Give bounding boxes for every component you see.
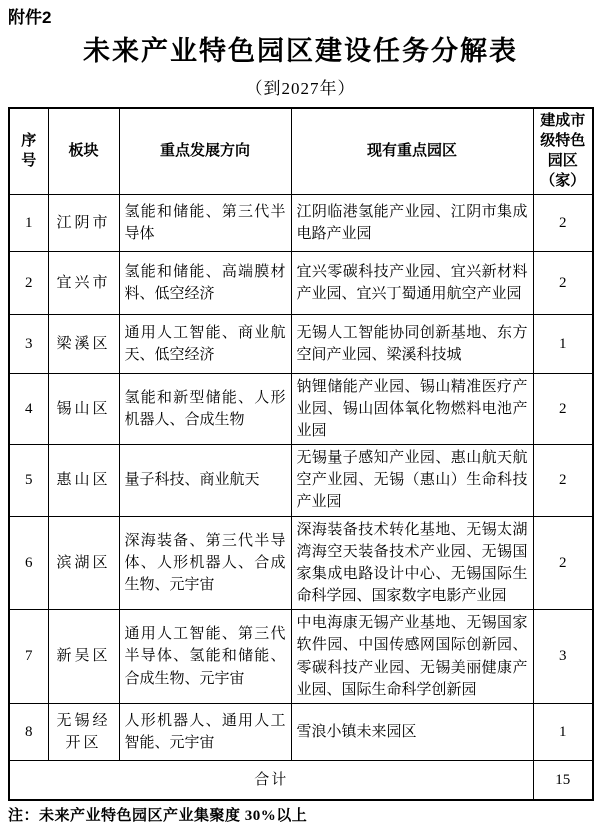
cell-directions: 量子科技、商业航天 (119, 444, 291, 516)
cell-count: 2 (533, 444, 593, 516)
footnote: 注：未来产业特色园区产业集聚度 30%以上 (8, 807, 308, 824)
cell-parks: 宜兴零碳科技产业园、宜兴新材料产业园、宜兴丁蜀通用航空产业园 (291, 251, 533, 314)
attachment-label: 附件2 (8, 8, 52, 27)
cell-parks: 中电海康无锡产业基地、无锡国家软件园、中国传感网国际创新园、零碳科技产业园、无锡美丽健康产业园、国际生命科学创新园 (291, 610, 533, 704)
header-parks: 现有重点园区 (291, 108, 533, 195)
cell-directions: 人形机器人、通用人工智能、元宇宙 (119, 704, 291, 761)
cell-parks: 无锡量子感知产业园、惠山航天航空产业园、无锡（惠山）生命科技产业园 (291, 444, 533, 516)
cell-district: 无锡经开区 (48, 704, 119, 761)
cell-no: 8 (9, 704, 48, 761)
table-body (9, 194, 593, 760)
cell-directions: 通用人工智能、第三代半导体、氢能和储能、合成生物、元宇宙 (119, 610, 291, 704)
cell-parks: 深海装备技术转化基地、无锡太湖湾海空天装备技术产业园、无锡国家集成电路设计中心、无锡国际生命科学园、国家数字电影产业园 (291, 516, 533, 609)
cell-directions: 氢能和储能、第三代半导体 (119, 194, 291, 251)
header-no: 序号 (9, 108, 48, 195)
page-subtitle: （到2027年） (245, 78, 356, 98)
table-row (9, 516, 593, 609)
cell-no: 6 (9, 516, 48, 609)
cell-count: 2 (533, 251, 593, 314)
cell-no: 7 (9, 610, 48, 704)
cell-district: 滨湖区 (48, 516, 119, 609)
cell-district: 江阴市 (48, 194, 119, 251)
table-row (9, 444, 593, 516)
cell-directions: 氢能和新型储能、人形机器人、合成生物 (119, 373, 291, 444)
cell-directions: 氢能和储能、高端膜材料、低空经济 (119, 251, 291, 314)
cell-district: 宜兴市 (48, 251, 119, 314)
cell-directions: 通用人工智能、商业航天、低空经济 (119, 314, 291, 373)
table-row (9, 314, 593, 373)
cell-district: 梁溪区 (48, 314, 119, 373)
page-title: 未来产业特色园区建设任务分解表 (83, 35, 518, 66)
cell-district: 惠山区 (48, 444, 119, 516)
cell-district: 锡山区 (48, 373, 119, 444)
cell-no: 4 (9, 373, 48, 444)
total-label: 合计 (9, 761, 533, 800)
cell-no: 3 (9, 314, 48, 373)
table-row (9, 194, 593, 251)
cell-parks: 无锡人工智能协同创新基地、东方空间产业园、梁溪科技城 (291, 314, 533, 373)
total-value: 15 (533, 761, 593, 800)
table-header-row (9, 108, 593, 195)
cell-count: 2 (533, 516, 593, 609)
table-row (9, 704, 593, 761)
table-row (9, 373, 593, 444)
cell-count: 2 (533, 373, 593, 444)
header-district: 板块 (48, 108, 119, 195)
cell-parks: 钠锂储能产业园、锡山精准医疗产业园、锡山固体氧化物燃料电池产业园 (291, 373, 533, 444)
cell-count: 1 (533, 314, 593, 373)
cell-district: 新吴区 (48, 610, 119, 704)
cell-parks: 雪浪小镇未来园区 (291, 704, 533, 761)
cell-count: 2 (533, 194, 593, 251)
table-total-row (9, 761, 593, 800)
header-directions: 重点发展方向 (119, 108, 291, 195)
table-row (9, 251, 593, 314)
header-count: 建成市级特色园区（家） (533, 108, 593, 195)
task-table (8, 107, 594, 801)
cell-directions: 深海装备、第三代半导体、人形机器人、合成生物、元宇宙 (119, 516, 291, 609)
cell-count: 1 (533, 704, 593, 761)
cell-no: 5 (9, 444, 48, 516)
cell-no: 2 (9, 251, 48, 314)
cell-parks: 江阴临港氢能产业园、江阴市集成电路产业园 (291, 194, 533, 251)
cell-no: 1 (9, 194, 48, 251)
cell-count: 3 (533, 610, 593, 704)
table-row (9, 610, 593, 704)
